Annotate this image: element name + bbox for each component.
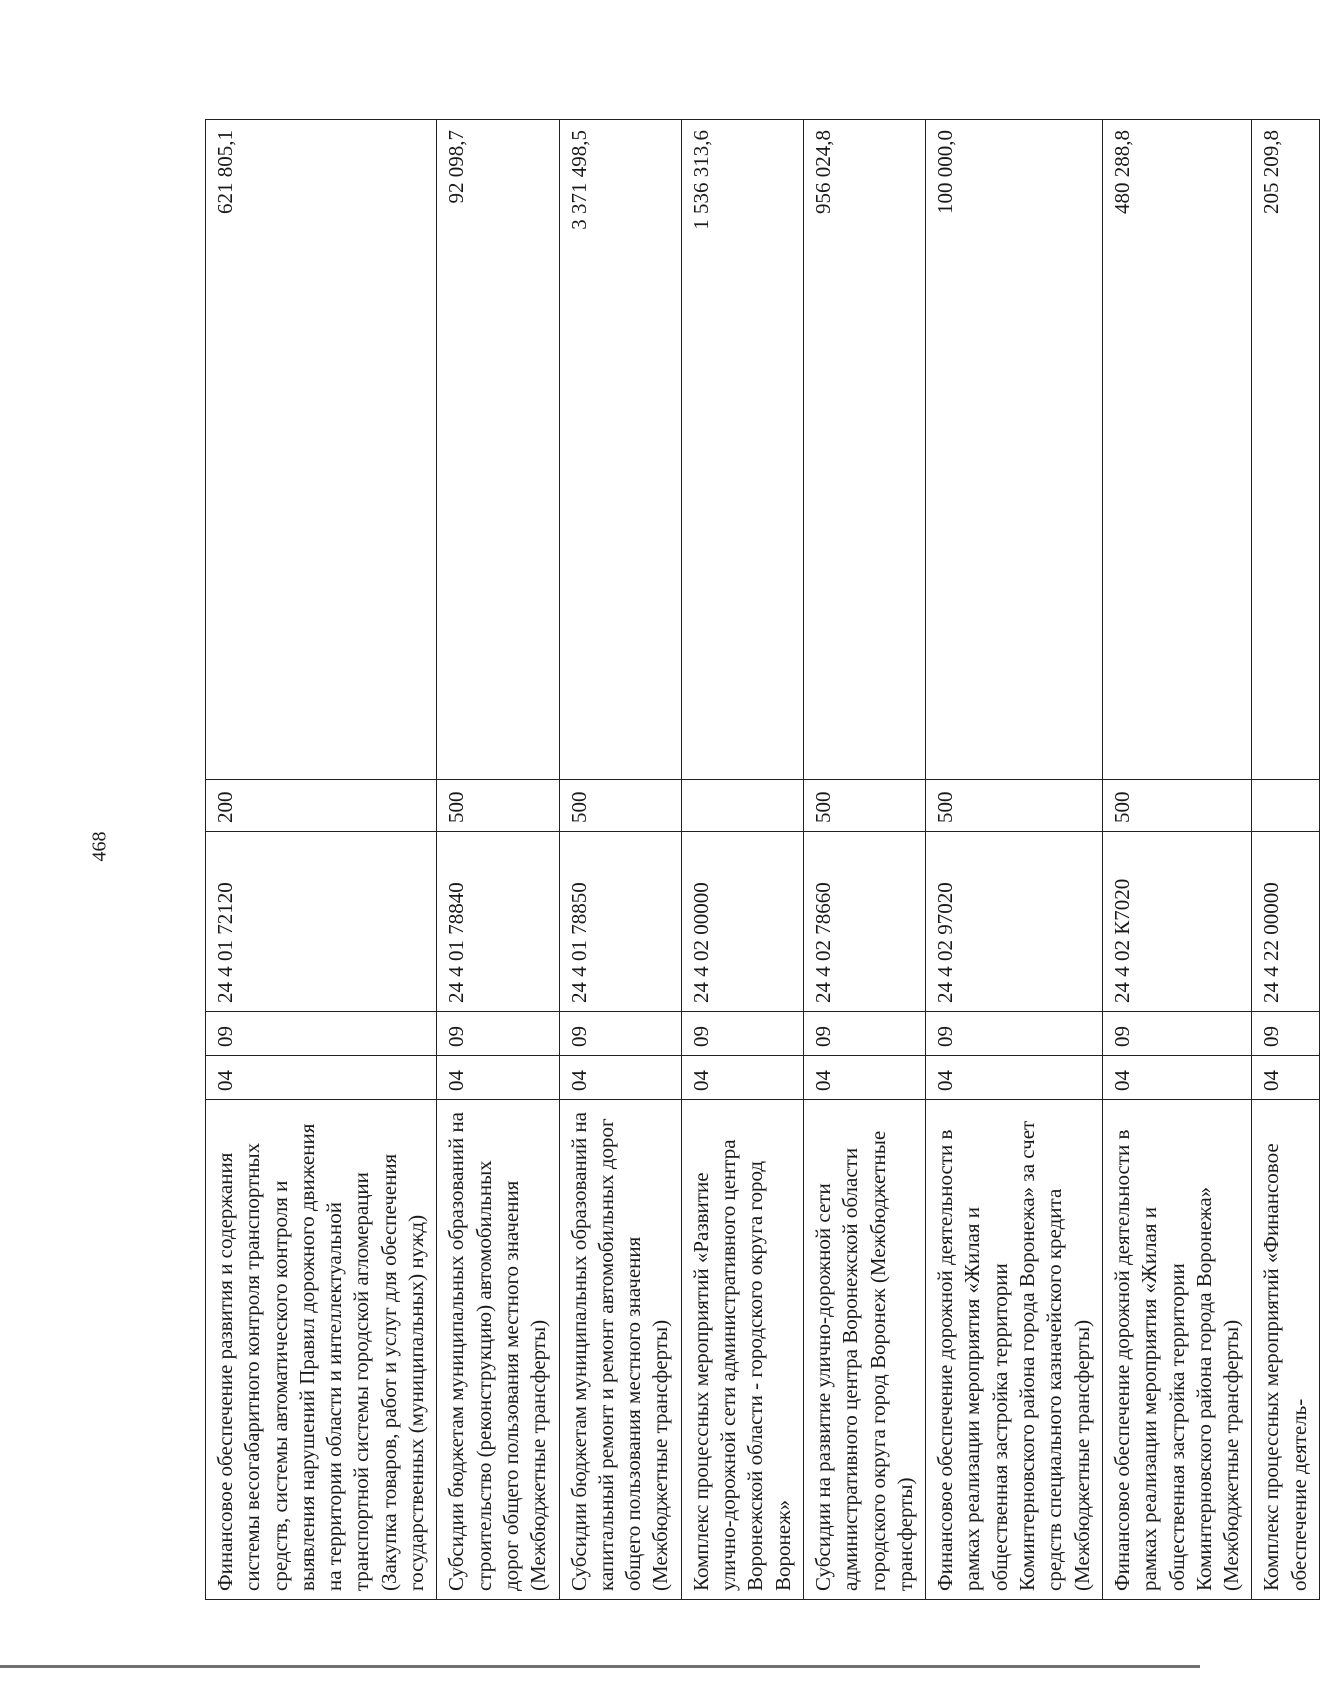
row-csr: 24 4 01 72120 <box>206 832 437 1012</box>
row-vr: 500 <box>926 780 1103 832</box>
row-csr: 24 4 01 78840 <box>437 832 559 1012</box>
row-name: Комплекс процессных мероприятий «Развитие улично-дорожной сети административного центра Воронежской области - городского округа город Воронеж» <box>681 1100 803 1600</box>
row-pr: 09 <box>926 1012 1103 1056</box>
row-vr: 500 <box>803 780 925 832</box>
row-name: Субсидии бюджетам муниципальных образований на строительство (реконструкцию) автомобильных дорог общего пользования местного значения (Межбюджетные трансферты) <box>437 1100 559 1600</box>
row-amount: 3 371 498,5 <box>559 120 681 780</box>
page-number: 468 <box>88 831 111 862</box>
row-csr: 24 4 22 00000 <box>1252 832 1320 1012</box>
scan-edge-line <box>0 1665 1200 1668</box>
row-rz: 04 <box>206 1056 437 1100</box>
row-vr: 500 <box>1102 780 1251 832</box>
row-pr: 09 <box>437 1012 559 1056</box>
row-vr <box>1252 780 1320 832</box>
table-row <box>1252 120 1320 1600</box>
row-pr: 09 <box>803 1012 925 1056</box>
row-csr: 24 4 02 78660 <box>803 832 925 1012</box>
table-row <box>206 120 437 1600</box>
row-pr: 09 <box>206 1012 437 1056</box>
row-name: Комплекс процессных мероприятий «Финансовое обеспечение деятель- <box>1252 1100 1320 1600</box>
row-amount: 205 209,8 <box>1252 120 1320 780</box>
row-vr: 200 <box>206 780 437 832</box>
row-name: Финансовое обеспечение дорожной деятельности в рамках реализации мероприятия «Жилая и общественная застройка территории Коминтерновского района города Воронежа» (Межбюджетные трансферты) <box>1102 1100 1251 1600</box>
row-name: Субсидии на развитие улично-дорожной сети административного центра Воронежской области городского округа город Воронеж (Межбюджетные трансферты) <box>803 1100 925 1600</box>
row-pr: 09 <box>559 1012 681 1056</box>
row-rz: 04 <box>803 1056 925 1100</box>
row-vr: 500 <box>559 780 681 832</box>
row-pr: 09 <box>681 1012 803 1056</box>
table-row <box>437 120 559 1600</box>
row-amount: 92 098,7 <box>437 120 559 780</box>
row-amount: 621 805,1 <box>206 120 437 780</box>
table-row <box>1102 120 1251 1600</box>
row-amount: 956 024,8 <box>803 120 925 780</box>
budget-table-container <box>205 120 1311 1600</box>
row-rz: 04 <box>1102 1056 1251 1100</box>
row-amount: 100 000,0 <box>926 120 1103 780</box>
row-csr: 24 4 01 78850 <box>559 832 681 1012</box>
table-row <box>559 120 681 1600</box>
row-csr: 24 4 02 00000 <box>681 832 803 1012</box>
row-vr: 500 <box>437 780 559 832</box>
row-rz: 04 <box>926 1056 1103 1100</box>
budget-table <box>205 119 1320 1600</box>
row-rz: 04 <box>681 1056 803 1100</box>
row-name: Субсидии бюджетам муниципальных образований на капитальный ремонт и ремонт автомобильных дорог общего пользования местного значения (Межбюджетные трансферты) <box>559 1100 681 1600</box>
row-vr <box>681 780 803 832</box>
row-csr: 24 4 02 К7020 <box>1102 832 1251 1012</box>
table-row <box>803 120 925 1600</box>
row-rz: 04 <box>559 1056 681 1100</box>
row-pr: 09 <box>1252 1012 1320 1056</box>
row-rz: 04 <box>437 1056 559 1100</box>
table-row <box>926 120 1103 1600</box>
row-name: Финансовое обеспечение дорожной деятельности в рамках реализации мероприятия «Жилая и общественная застройка территории Коминтерновского района города Воронежа» за счет средств специального казначейского кредита (Межбюджетные трансферты) <box>926 1100 1103 1600</box>
row-pr: 09 <box>1102 1012 1251 1056</box>
row-rz: 04 <box>1252 1056 1320 1100</box>
row-amount: 480 288,8 <box>1102 120 1251 780</box>
row-csr: 24 4 02 97020 <box>926 832 1103 1012</box>
table-row <box>681 120 803 1600</box>
row-amount: 1 536 313,6 <box>681 120 803 780</box>
row-name: Финансовое обеспечение развития и содержания системы весогабаритного контроля транспортных средств, системы автоматического контроля и выявления нарушений Правил дорожного движения на территории области и интеллектуальной транспортной системы городской агломерации (Закупка товаров, работ и услуг для обеспечения государственных (муниципальных) нужд) <box>206 1100 437 1600</box>
